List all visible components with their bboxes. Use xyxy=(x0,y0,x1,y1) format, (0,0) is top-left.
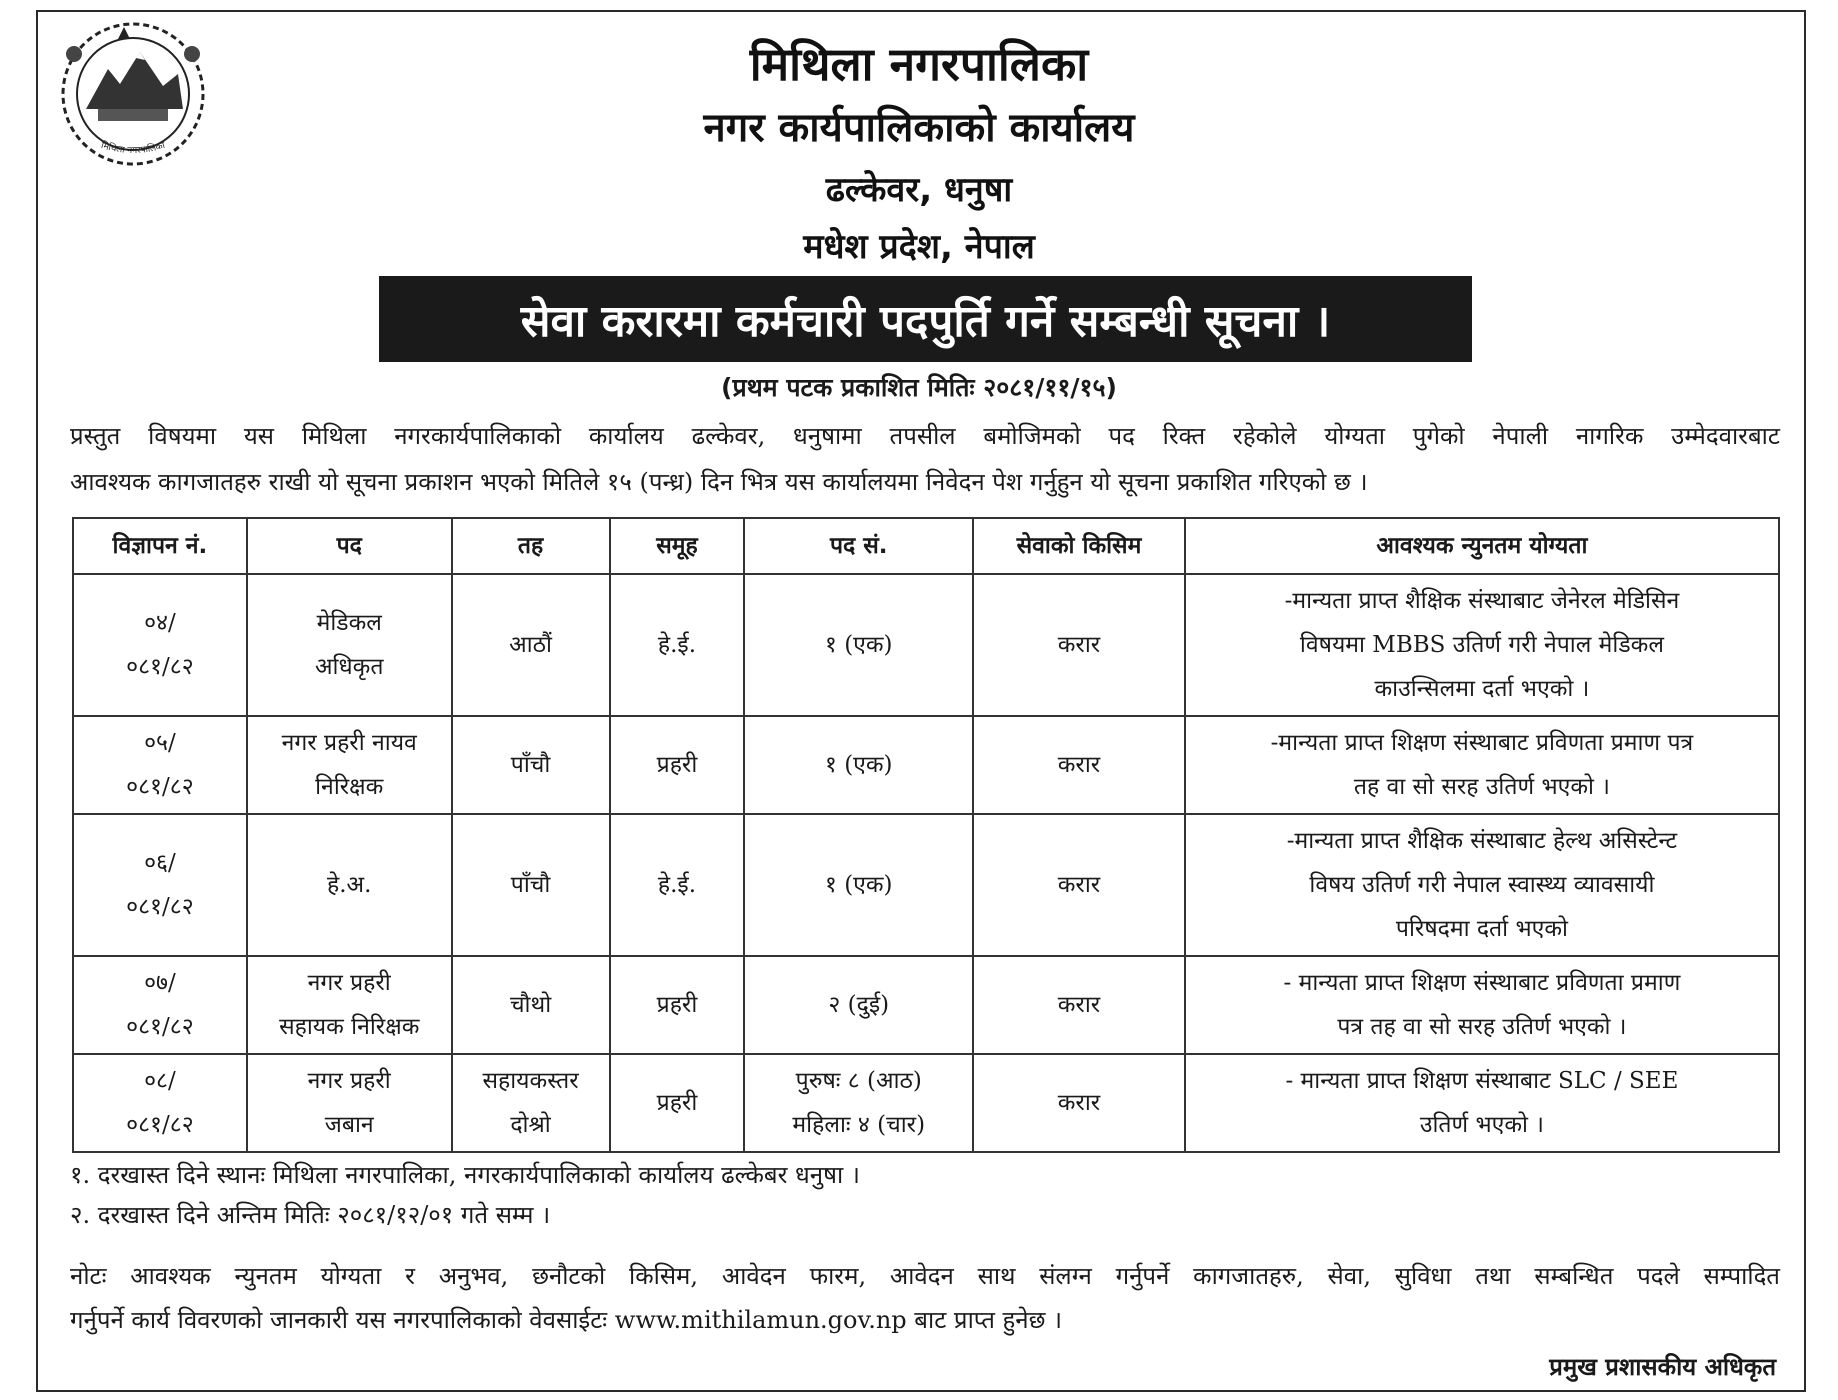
service-cell: करार xyxy=(973,956,1185,1054)
ad-no-cell: ०४/ ०८१/८२ xyxy=(73,574,247,716)
col-post-count: पद सं. xyxy=(744,518,973,574)
post-cell: नगर प्रहरी नायव निरिक्षक xyxy=(247,716,452,814)
table-row xyxy=(73,814,1779,956)
col-qualification: आवश्यक न्युनतम योग्यता xyxy=(1185,518,1779,574)
intro-line-1: प्रस्तुत विषयमा यस मिथिला नगरकार्यपालिकाको कार्यालय ढल्केवर, धनुषामा तपसील बमोजिमको पद रिक्त रहेकोले योग्यता पुगेको नेपाली नागरिक उम्मेदवारबाट xyxy=(70,422,1780,450)
level-cell: चौथो xyxy=(452,956,610,1054)
post-cell: मेडिकल अधिकृत xyxy=(247,574,452,716)
col-ad-no: विज्ञापन नं. xyxy=(73,518,247,574)
qualification-cell: -मान्यता प्राप्त शैक्षिक संस्थाबाट हेल्थ असिस्टेन्ट विषय उतिर्ण गरी नेपाल स्वास्थ्य व्यावसायी परिषदमा दर्ता भएको xyxy=(1185,814,1779,956)
col-post: पद xyxy=(247,518,452,574)
level-cell: सहायकस्तर दोश्रो xyxy=(452,1054,610,1152)
count-cell: पुरुषः ८ (आठ) महिलाः ४ (चार) xyxy=(744,1054,973,1152)
province-country: मधेश प्रदेश, नेपाल xyxy=(803,227,1035,267)
notice-title: सेवा करारमा कर्मचारी पदपुर्ति गर्ने सम्बन्धी सूचना । xyxy=(520,296,1331,347)
signatory: प्रमुख प्रशासकीय अधिकृत xyxy=(1549,1353,1776,1381)
group-cell: हे.ई. xyxy=(610,814,745,956)
level-cell: पाँचौ xyxy=(452,716,610,814)
service-cell: करार xyxy=(973,574,1185,716)
count-cell: २ (दुई) xyxy=(744,956,973,1054)
level-cell: आठौं xyxy=(452,574,610,716)
post-cell: नगर प्रहरी सहायक निरिक्षक xyxy=(247,956,452,1054)
service-cell: करार xyxy=(973,814,1185,956)
vacancy-table xyxy=(72,517,1780,1153)
ad-no-cell: ०६/ ०८१/८२ xyxy=(73,814,247,956)
table-row xyxy=(73,1054,1779,1152)
note-block xyxy=(70,1254,1780,1342)
ad-no-cell: ०८/ ०८१/८२ xyxy=(73,1054,247,1152)
table-row xyxy=(73,574,1779,716)
ad-no-cell: ०५/ ०८१/८२ xyxy=(73,716,247,814)
post-cell: हे.अ. xyxy=(247,814,452,956)
group-cell: हे.ई. xyxy=(610,574,745,716)
application-place: १. दरखास्त दिने स्थानः मिथिला नगरपालिका, नगरकार्यपालिकाको कार्यालय ढल्केबर धनुषा । xyxy=(70,1161,860,1189)
count-cell: १ (एक) xyxy=(744,716,973,814)
col-group: समूह xyxy=(610,518,745,574)
office-location: ढल्केवर, धनुषा xyxy=(825,170,1013,210)
office-name: नगर कार्यपालिकाको कार्यालय xyxy=(703,105,1135,151)
note-line-2: गर्नुपर्ने कार्य विवरणको जानकारी यस नगरपालिकाको वेवसाईटः www.mithilamun.gov.np बाट प्राप्त हुनेछ । xyxy=(70,1306,1063,1334)
level-cell: पाँचौ xyxy=(452,814,610,956)
qualification-cell: - मान्यता प्राप्त शिक्षण संस्थाबाट SLC / SEE उतिर्ण भएको । xyxy=(1185,1054,1779,1152)
col-service-type: सेवाको किसिम xyxy=(973,518,1185,574)
group-cell: प्रहरी xyxy=(610,716,745,814)
qualification-cell: -मान्यता प्राप्त शिक्षण संस्थाबाट प्रविणता प्रमाण पत्र तह वा सो सरह उतिर्ण भएको । xyxy=(1185,716,1779,814)
table-header-row xyxy=(73,518,1779,574)
count-cell: १ (एक) xyxy=(744,574,973,716)
group-cell: प्रहरी xyxy=(610,1054,745,1152)
qualification-cell: - मान्यता प्राप्त शिक्षण संस्थाबाट प्रविणता प्रमाण पत्र तह वा सो सरह उतिर्ण भएको । xyxy=(1185,956,1779,1054)
qualification-cell: -मान्यता प्राप्त शैक्षिक संस्थाबाट जेनेरल मेडिसिन विषयमा MBBS उतिर्ण गरी नेपाल मेडिकल काउन्सिलमा दर्ता भएको । xyxy=(1185,574,1779,716)
col-level: तह xyxy=(452,518,610,574)
note-line-1: नोटः आवश्यक न्युनतम योग्यता र अनुभव, छनौटको किसिम, आवेदन फारम, आवेदन साथ संलग्न गर्नुपर्ने कागजातहरु, सेवा, सुविधा तथा सम्बन्धित पदले सम्पादित xyxy=(70,1262,1780,1290)
notice-title-banner xyxy=(379,276,1472,362)
count-cell: १ (एक) xyxy=(744,814,973,956)
table-row xyxy=(73,716,1779,814)
application-deadline: २. दरखास्त दिने अन्तिम मितिः २०८१/१२/०१ गते सम्म । xyxy=(70,1201,551,1229)
group-cell: प्रहरी xyxy=(610,956,745,1054)
svg-text:मिथिला नगरपालिका: मिथिला नगरपालिका xyxy=(99,140,167,157)
municipality-name: मिथिला नगरपालिका xyxy=(749,37,1089,91)
post-cell: नगर प्रहरी जबान xyxy=(247,1054,452,1152)
service-cell: करार xyxy=(973,1054,1185,1152)
published-date: (प्रथम पटक प्रकाशित मितिः २०८१/११/१५) xyxy=(721,373,1117,402)
intro-line-2: आवश्यक कागजातहरु राखी यो सूचना प्रकाशन भएको मितिले १५ (पन्ध्र) दिन भित्र यस कार्यालयमा निवेदन पेश गर्नुहुन यो सूचना प्रकाशित गरिएको छ । xyxy=(70,468,1368,496)
service-cell: करार xyxy=(973,716,1185,814)
ad-no-cell: ०७/ ०८१/८२ xyxy=(73,956,247,1054)
table-row xyxy=(73,956,1779,1054)
